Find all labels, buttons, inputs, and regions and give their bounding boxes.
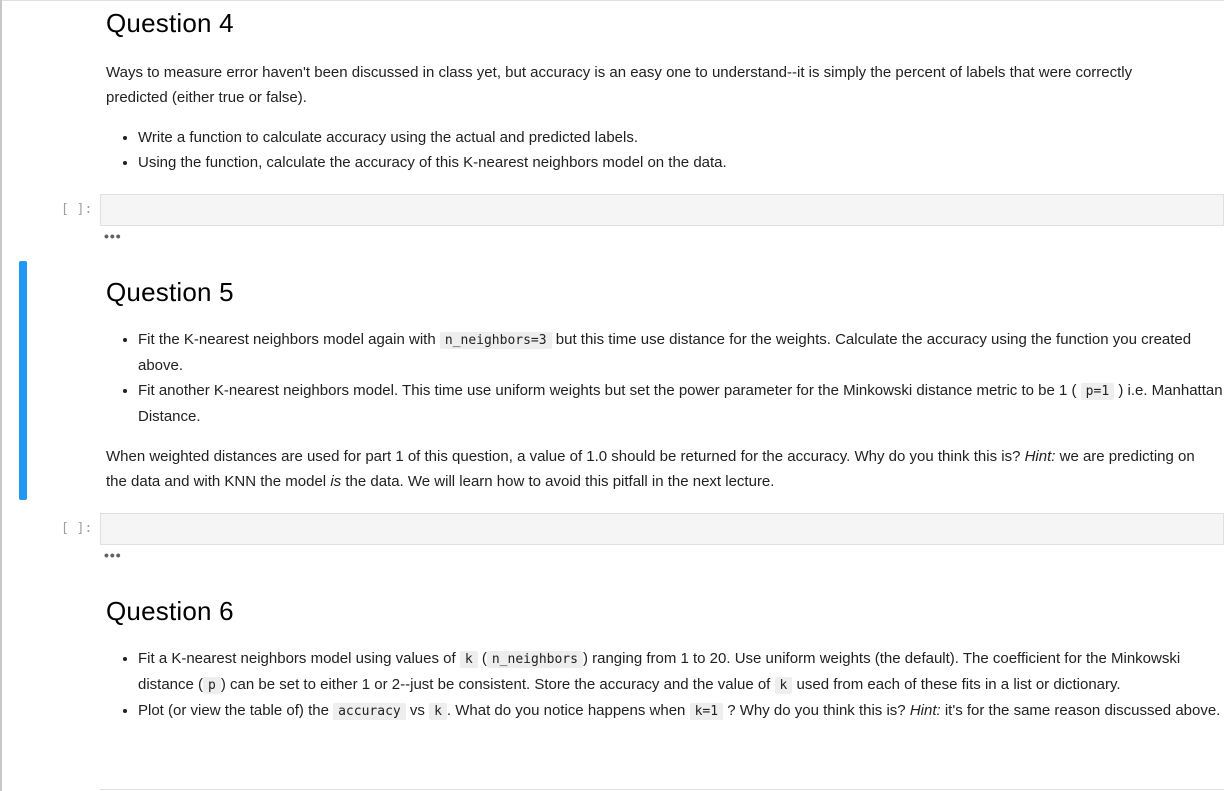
code-p-1: p=1 xyxy=(1081,383,1114,400)
code-k-2: k xyxy=(775,677,793,694)
code-k-3: k xyxy=(429,703,447,720)
code-k-equals-1: k=1 xyxy=(690,703,723,720)
q6-hint-label: Hint: xyxy=(909,702,941,719)
code-cell-1-prompt: [ ]: xyxy=(61,202,93,217)
q5-b2-text-1: Fit another K-nearest neighbors model. This time use uniform weights but set the power parameter for the Minkowski distance metric to be 1 ( xyxy=(138,382,1077,399)
code-n-neighbors-3: n_neighbors=3 xyxy=(440,332,552,349)
q6-bullet-list xyxy=(106,646,1224,724)
q5-para-text-2: we are predicting on the data and with KNN the model xyxy=(106,448,1195,490)
q4-bullet-list xyxy=(106,125,1224,175)
q4-paragraph: Ways to measure error haven't been discussed in class yet, but accuracy is an easy one to understand--it is simply the percent of labels that were correctly predicted (either true or false). xyxy=(106,64,1133,106)
q4-bullet-2: • Using the function, calculate the accuracy of this K-nearest neighbors model on the data. xyxy=(138,150,1224,175)
q5-b1-text-1: Fit the K-nearest neighbors model again with xyxy=(138,331,436,348)
top-border xyxy=(0,0,1224,1)
heading-question-6: Question 6 xyxy=(106,596,234,626)
q5-bullet-2 xyxy=(138,378,1224,429)
left-border xyxy=(0,0,2,791)
q5-bullet-1 xyxy=(138,327,1224,378)
active-cell-indicator xyxy=(19,261,27,500)
code-n-neighbors: n_neighbors xyxy=(487,651,583,668)
code-accuracy: accuracy xyxy=(333,703,406,720)
code-k: k xyxy=(460,651,478,668)
q6-b2-vs: vs xyxy=(409,702,425,719)
q4-bullet-1: • Write a function to calculate accuracy using the actual and predicted labels. xyxy=(138,125,1224,150)
heading-question-5: Question 5 xyxy=(106,277,234,307)
next-cell-edge xyxy=(100,789,1224,790)
q5-bullet-list xyxy=(106,327,1224,429)
q6-b1-open-paren: ( xyxy=(481,650,487,667)
q5-para-text-3: the data. We will learn how to avoid this pitfall in the next lecture. xyxy=(345,473,775,490)
q6-bullet-1 xyxy=(138,646,1224,698)
q5-b2-text-2: ) i.e. Manhattan Distance. xyxy=(138,382,1223,425)
code-cell-2-collapsed-output[interactable]: ••• xyxy=(104,547,122,563)
heading-question-4: Question 4 xyxy=(106,8,234,38)
q6-b2-text-3: ? Why do you think this is? xyxy=(727,702,906,719)
q6-b1-text-1: Fit a K-nearest neighbors model using values of xyxy=(138,650,456,667)
q6-bullet-2 xyxy=(138,698,1224,724)
q5-para-text-1: When weighted distances are used for part 1 of this question, a value of 1.0 should be returned for the accuracy. Why do you think this is? xyxy=(106,448,1021,465)
code-cell-2-input[interactable] xyxy=(100,513,1224,545)
code-p: p xyxy=(203,677,221,694)
code-cell-1-collapsed-output[interactable]: ••• xyxy=(104,228,122,244)
q6-b2-text-4: it's for the same reason discussed above. xyxy=(944,702,1221,719)
q5-b1-text-2: but this time use distance for the weights. Calculate the accuracy using the function you created above. xyxy=(138,331,1192,374)
q6-b1-text-4: used from each of these fits in a list or dictionary. xyxy=(796,676,1121,693)
q6-b2-text-1: Plot (or view the table of) the xyxy=(138,702,329,719)
code-cell-2-prompt: [ ]: xyxy=(61,521,93,536)
q5-hint-label: Hint: xyxy=(1024,448,1056,465)
q5-emphasis-is: is xyxy=(330,473,342,490)
q6-b2-text-2: . What do you notice happens when xyxy=(446,702,686,719)
q6-b1-text-2: ) ranging from 1 to 20. Use uniform weights (the default). The coefficient for the Minkowski distance ( xyxy=(138,650,1181,693)
q5-paragraph xyxy=(106,444,1196,494)
q6-b1-text-3: ) can be set to either 1 or 2--just be consistent. Store the accuracy and the value of xyxy=(220,676,771,693)
code-cell-1-input[interactable] xyxy=(100,194,1224,226)
